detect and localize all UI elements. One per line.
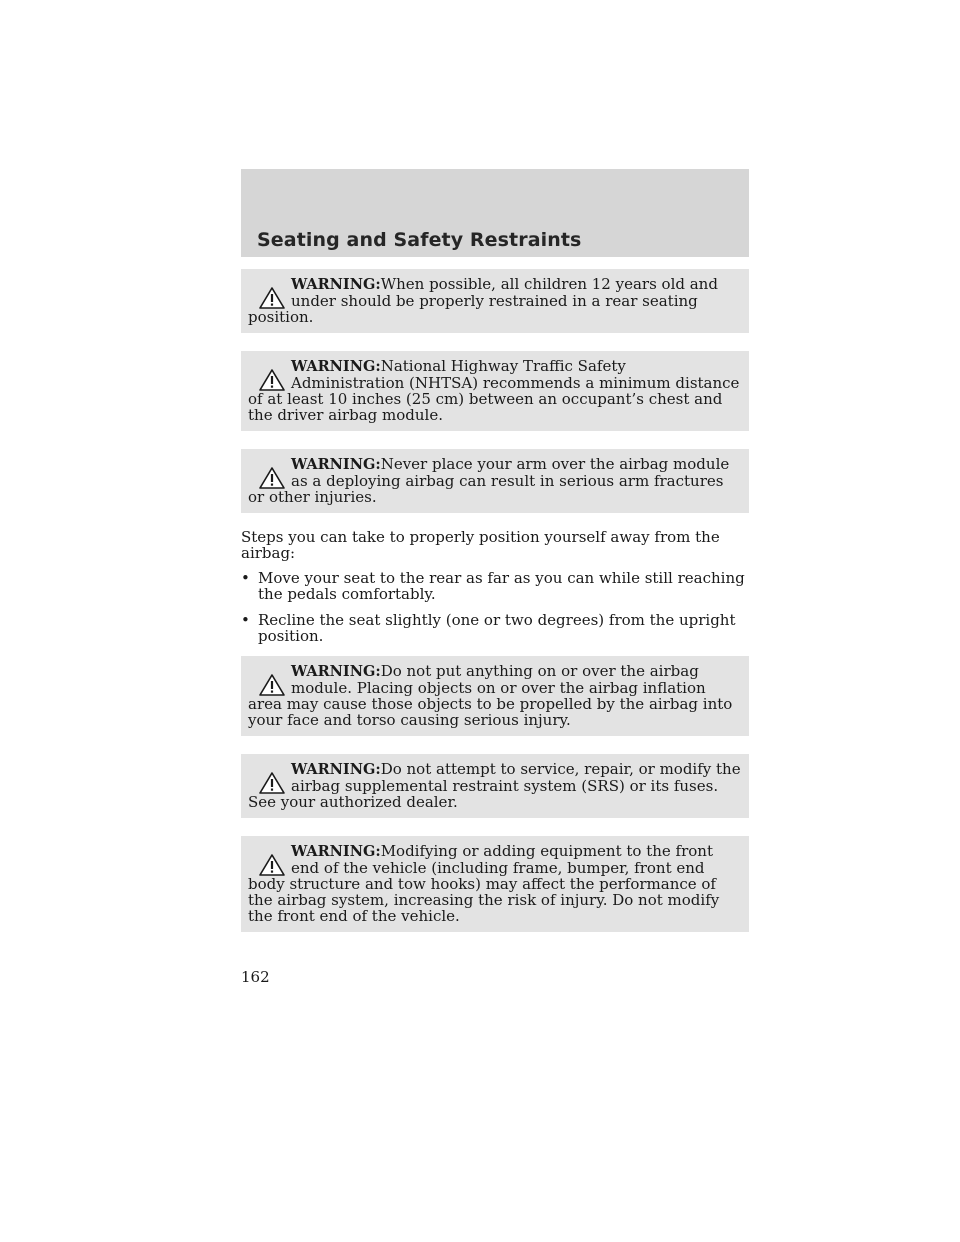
warning-label: WARNING: [291,276,381,293]
warning-box-children-rear-seat [241,269,749,333]
warning-text: Never place your arm over the airbag module as a deploying airbag can result in serious arm fractures or other injuries. [248,455,730,506]
warning-triangle-icon [258,286,286,310]
page-content [241,269,749,950]
warning-text: Modifying or adding equipment to the front end of the vehicle (including frame, bumper, front end body structure and tow hooks) may affect the performance of the airbag system, increasing the risk of injury. Do not modify the front end of the vehicle. [248,842,720,925]
section-header-band [241,169,749,257]
warning-triangle-icon [258,466,286,490]
warning-label: WARNING: [291,761,381,778]
warning-box-objects-on-airbag [241,656,749,736]
bullet-icon: • [241,569,250,587]
warning-box-front-end-modification [241,836,749,932]
warning-text: Do not attempt to service, repair, or modify the airbag supplemental restraint system (SRS) or its fuses. See your authorized dealer. [248,760,741,811]
warning-box-srs-service [241,754,749,818]
list-item: • Recline the seat slightly (one or two degrees) from the upright position. [241,611,736,645]
warning-label: WARNING: [291,456,381,473]
warning-text: National Highway Traffic Safety Administration (NHTSA) recommends a minimum distance of at least 10 inches (25 cm) between an occupant’s chest and the driver airbag module. [248,357,740,424]
warning-text: Do not put anything on or over the airbag module. Placing objects on or over the airbag inflation area may cause those objects to be propelled by the airbag into your face and torso causing serious injury. [248,662,733,729]
warning-label: WARNING: [291,663,381,680]
warning-box-nhtsa-distance [241,351,749,431]
warning-triangle-icon [258,771,286,795]
warning-label: WARNING: [291,843,381,860]
intro-paragraph: Steps you can take to properly position yourself away from the airbag: [241,528,720,562]
warning-triangle-icon [258,673,286,697]
bullet-icon: • [241,611,250,629]
section-title: Seating and Safety Restraints [257,229,582,251]
warning-text: When possible, all children 12 years old and under should be properly restrained in a rear seating position. [248,275,718,326]
warning-box-arm-placement [241,449,749,513]
warning-triangle-icon [258,368,286,392]
page-number: 162 [241,968,270,986]
warning-triangle-icon [258,853,286,877]
warning-label: WARNING: [291,358,381,375]
positioning-steps-list [241,570,749,644]
list-item: • Move your seat to the rear as far as you can while still reaching the pedals comfortably. [241,569,745,603]
